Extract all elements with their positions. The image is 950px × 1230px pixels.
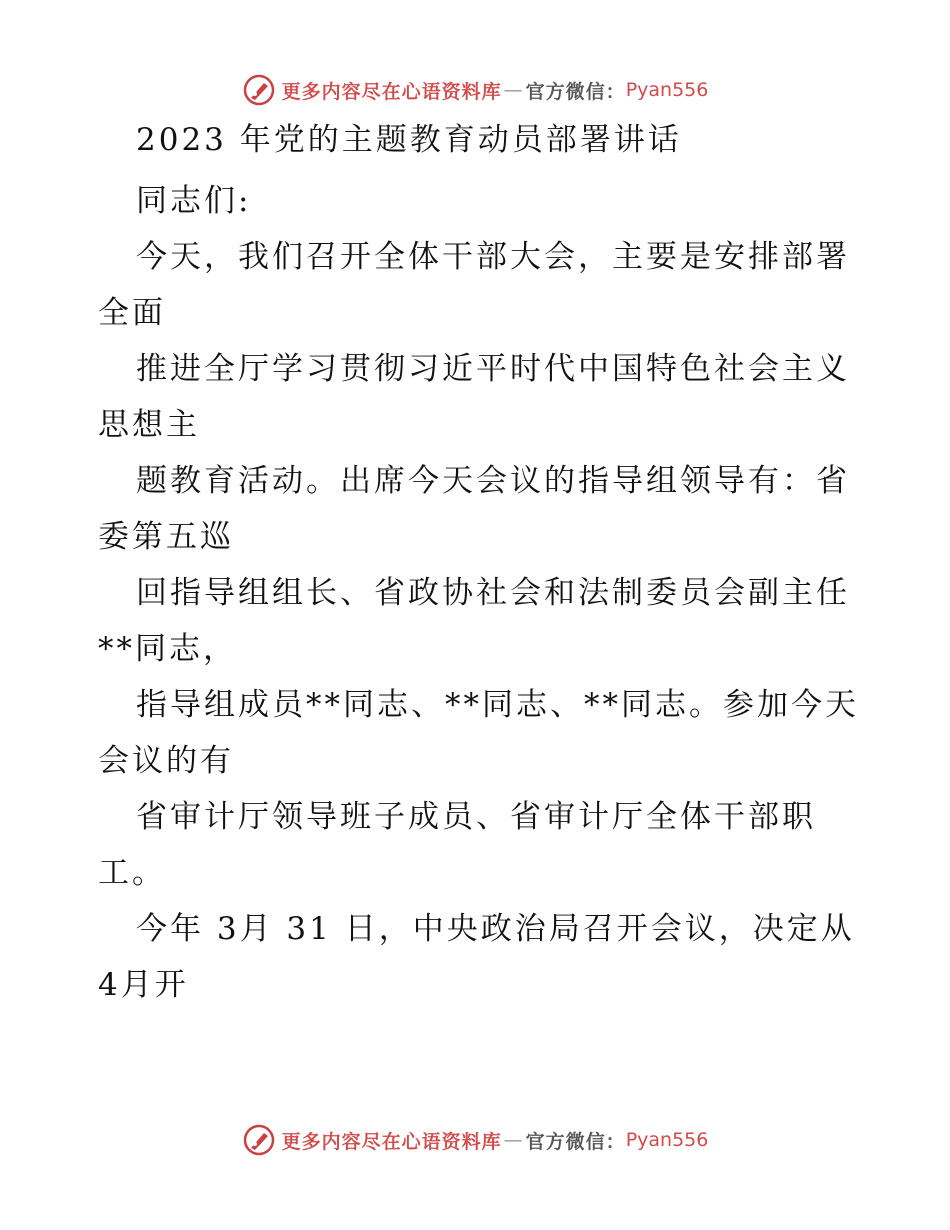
paragraph-line: 4月开 (98, 967, 189, 1003)
pen-logo-icon (242, 73, 276, 107)
header-watermark (0, 70, 950, 110)
pen-logo-icon (242, 1123, 276, 1157)
watermark-account-label: 官方微信： (525, 1130, 626, 1153)
paragraph-line: 题教育活动。出席今天会议的指导组领导有：省 (136, 463, 850, 499)
document-body (98, 124, 858, 1002)
paragraph-line: **同志， (98, 631, 237, 667)
paragraph-line: 工。 (98, 855, 166, 891)
paragraph-line: 推进全厅学习贯彻习近平时代中国特色社会主义 (136, 351, 850, 387)
watermark-separator: — (503, 1129, 524, 1151)
paragraph-line: 回指导组组长、省政协社会和法制委员会副主任 (136, 575, 850, 611)
watermark-brand: 更多内容尽在心语资料库 (281, 80, 502, 103)
watermark-account-label: 官方微信： (525, 80, 626, 103)
paragraph-line: 思想主 (98, 407, 200, 443)
paragraph-line: 全面 (98, 295, 166, 331)
footer-watermark (0, 1120, 950, 1160)
paragraph-line: 省审计厅领导班子成员、省审计厅全体干部职 (136, 799, 816, 835)
paragraph-line: 会议的有 (98, 743, 234, 779)
watermark-account-id: Pyan556 (625, 1129, 709, 1151)
paragraph-line: 委第五巡 (98, 519, 234, 555)
document-title: 2023 年党的主题教育动员部署讲话 (136, 122, 682, 158)
paragraph-line: 今年 3月 31 日，中央政治局召开会议，决定从 (136, 911, 855, 947)
paragraph-line: 同志们: (136, 183, 252, 219)
watermark-account-id: Pyan556 (625, 79, 709, 101)
paragraph-line: 指导组成员**同志、**同志、**同志。参加今天 (136, 687, 859, 723)
watermark-separator: — (503, 79, 524, 101)
paragraph-line: 今天，我们召开全体干部大会，主要是安排部署 (136, 239, 850, 275)
watermark-brand: 更多内容尽在心语资料库 (281, 1130, 502, 1153)
